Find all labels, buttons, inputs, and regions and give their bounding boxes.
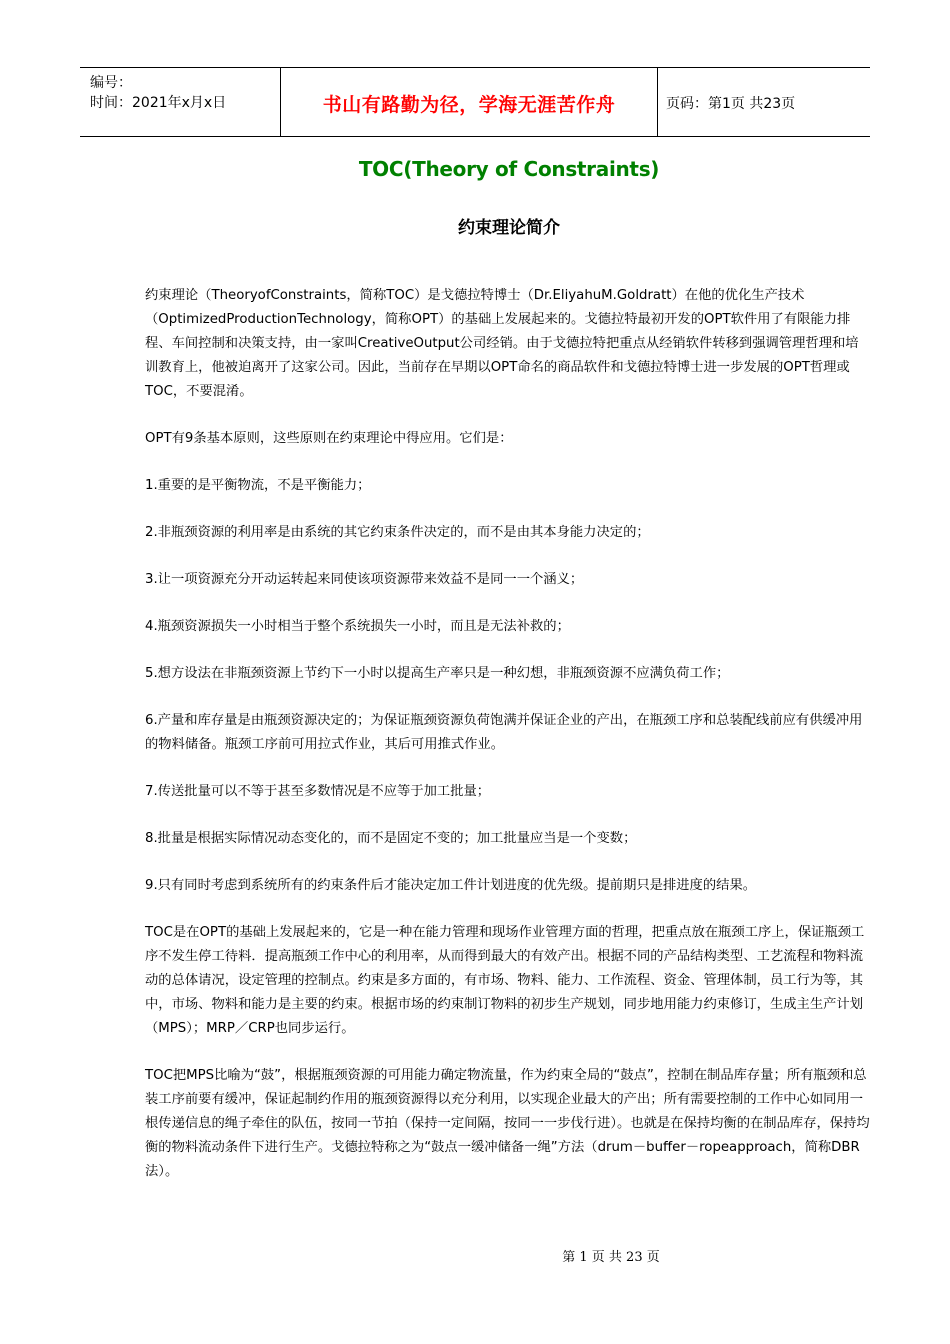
header-meta-cell [80, 68, 280, 136]
principle-item: 1.重要的是平衡物流，不是平衡能力； [145, 478, 371, 493]
document-title: TOC(Theory of Constraints) [358, 157, 660, 181]
header-motto: 书山有路勤为径，学海无涯苦作舟 [322, 94, 616, 116]
page-header [80, 67, 870, 137]
principle-item: 9.只有同时考虑到系统所有的约束条件后才能决定加工件计划进度的优先级。提前期只是排进度的结果。 [145, 878, 757, 893]
principle-item: 6.产量和库存量是由瓶颈资源决定的；为保证瓶颈资源负荷饱满并保证企业的产出，在瓶颈工序和总装配线前应有供缓冲用的物料储备。瓶颈工序前可用拉式作业，其后可用推式作业。 [145, 713, 863, 752]
principle-item: 3.让一项资源充分开动运转起来同使该项资源带来效益不是同一一个涵义； [145, 572, 584, 587]
toc-paragraph: TOC是在OPT的基础上发展起来的，它是一种在能力管理和现场作业管理方面的哲理，把重点放在瓶颈工序上，保证瓶颈工序不发生停工待料．提高瓶颈工作中心的利用率，从而得到最大的有效产出。根据不同的产品结构类型、工艺流程和物料流动的总体请况，设定管理的控制点。约束是多方面的，有市场、物料、能力、工作流程、资金、管理体制，员工行为等，其中，市场、物料和能力是主要的约束。根据市场的约束制订物料的初步生产规划，同步地用能力约束修订，生成主生产计划（MPS）；MRP／CRP也同步运行。 [145, 925, 865, 1036]
principle-item: 2.非瓶颈资源的利用率是由系统的其它约束条件决定的，而不是由其本身能力决定的； [145, 525, 650, 540]
document-subtitle: 约束理论简介 [458, 218, 560, 238]
principle-item: 5.想方设法在非瓶颈资源上节约下一小时以提高生产率只是一种幻想，非瓶颈资源不应满负荷工作； [145, 666, 730, 681]
page-footer: 第 1 页 共 23 页 [562, 1250, 660, 1265]
intro-paragraph: 约束理论（TheoryofConstraints，简称TOC）是戈德拉特博士（Dr.EliyahuM.Goldratt）在他的优化生产技术（OptimizedProductionTechnology，简称OPT）的基础上发展起来的。戈德拉特最初开发的OPT软件用了有限能力排程、车间控制和决策支持，由一家叫CreativeOutput公司经销。由于戈德拉特把重点从经销软件转移到强调管理哲理和培训教育上，他被迫离开了这家公司。因此，当前存在早期以OPT命名的商品软件和戈德拉特博士进一步发展的OPT哲理或TOC，不要混淆。 [145, 288, 859, 399]
header-motto-cell [280, 68, 658, 136]
document-number-label: 编号： [90, 75, 132, 91]
principle-item: 7.传送批量可以不等于甚至多数情况是不应等于加工批量； [145, 784, 491, 799]
dbr-paragraph: TOC把MPS比喻为“鼓”，根据瓶颈资源的可用能力确定物流量，作为约束全局的“鼓点”，控制在制品库存量；所有瓶颈和总装工序前要有缓冲，保证起制约作用的瓶颈资源得以充分利用，以实现企业最大的产出；所有需要控制的工作中心如同用一根传递信息的绳子牵住的队伍，按同一节拍（保持一定间隔，按同一一步伐行进）。也就是在保持均衡的在制品库存，保持均衡的物料流动条件下进行生产。戈德拉特称之为“鼓点一缓冲储备一绳”方法（drum－buffer－ropeapproach，简称DBR法）。 [145, 1068, 870, 1179]
principles-intro-paragraph: OPT有9条基本原则，这些原则在约束理论中得应用。它们是： [145, 431, 513, 446]
document-time-label: 时间：2021年x月x日 [90, 95, 227, 111]
principle-item: 4.瓶颈资源损失一小时相当于整个系统损失一小时，而且是无法补救的； [145, 619, 570, 634]
header-page-cell [657, 68, 870, 136]
principle-item: 8.批量是根据实际情况动态变化的，而不是固定不变的；加工批量应当是一个变数； [145, 831, 637, 846]
document-body [145, 284, 870, 1184]
header-page-info: 页码：第1页 共23页 [666, 96, 796, 112]
